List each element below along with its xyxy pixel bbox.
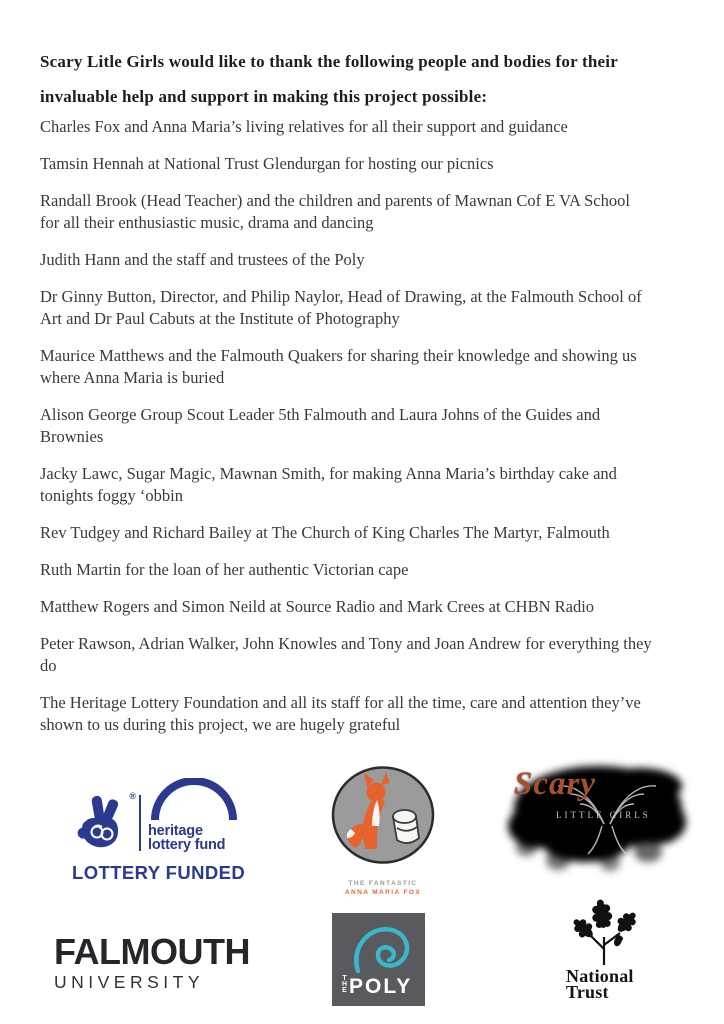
thanks-paragraph: Randall Brook (Head Teacher) and the children and parents of Mawnan Cof E VA School for all their enthusiastic music, drama and dancing <box>40 191 630 232</box>
thanks-paragraph: Matthew Rogers and Simon Neild at Source Radio and Mark Crees at CHBN Radio <box>40 597 595 616</box>
lottery-funded-label: LOTTERY FUNDED <box>72 862 246 883</box>
hlf-wordmark-line: lottery fund <box>148 836 226 853</box>
scary-little-girls-logo <box>498 758 698 890</box>
thanks-paragraph: Tamsin Hennah at National Trust Glendurgan for hosting our picnics <box>40 154 494 173</box>
the-label: THE <box>341 975 348 993</box>
fantastic-anna-maria-fox-logo <box>324 766 442 896</box>
thanks-paragraph: Rev Tudgey and Richard Bailey at The Church of King Charles The Martyr, Falmouth <box>40 523 610 542</box>
thanks-paragraph: Peter Rawson, Adrian Walker, John Knowles and Tony and Joan Andrew for everything they do <box>40 634 652 675</box>
thanks-paragraph: Ruth Martin for the loan of her authentic Victorian cape <box>40 560 409 579</box>
thanks-paragraph: Dr Ginny Button, Director, and Philip Naylor, Head of Drawing, at the Falmouth School of Art and Dr Paul Cabuts at the Institute of Photography <box>40 287 642 328</box>
falmouth-university-logo <box>54 933 250 993</box>
page-title <box>40 44 684 114</box>
arch-icon <box>148 778 240 820</box>
fox-caption-line: THE FANTASTIC <box>348 880 418 887</box>
heritage-lottery-fund-logo <box>72 778 246 884</box>
registered-trademark: ® <box>129 791 136 801</box>
thanks-paragraph: Maurice Matthews and the Falmouth Quakers for sharing their knowledge and showing us where Anna Maria is buried <box>40 346 637 387</box>
spiral-icon <box>348 919 410 975</box>
heading-line: Scary Litle Girls would like to thank the following people and bodies for their <box>40 52 618 71</box>
poly-wordmark: POLY <box>349 975 413 998</box>
falmouth-wordmark: FALMOUTH <box>54 931 250 972</box>
oak-sprig-icon <box>568 899 646 965</box>
university-label: UNIVERSITY <box>54 972 205 992</box>
fox-caption-line: ANNA MARIA FOX <box>344 889 422 896</box>
hlf-wordmark-line: heritage <box>148 823 203 839</box>
fox-and-tin-icon <box>329 766 437 866</box>
thanks-paragraph: Alison George Group Scout Leader 5th Falmouth and Laura Johns of the Guides and Brownies <box>40 405 601 446</box>
scary-script-wordmark: Scary <box>514 766 596 802</box>
thanks-paragraph: Jacky Lawc, Sugar Magic, Mawnan Smith, for making Anna Maria’s birthday cake and tonights foggy ‘obbin <box>40 464 617 505</box>
crossed-fingers-icon <box>72 791 134 853</box>
national-trust-wordmark-line: National <box>566 966 634 986</box>
the-poly-logo <box>332 913 425 1006</box>
divider <box>139 795 141 851</box>
national-trust-logo <box>552 899 670 1000</box>
national-trust-wordmark-line: Trust <box>566 982 609 1002</box>
thanks-paragraph: Judith Hann and the staff and trustees of the Poly <box>40 250 365 269</box>
thanks-paragraph: The Heritage Lottery Foundation and all its staff for all the time, care and attention they’ve shown to us during this project, we are hugely grateful <box>40 693 641 734</box>
little-girls-label: LITTLE GIRLS <box>556 810 651 820</box>
heading-line: invaluable help and support in making this project possible: <box>40 87 488 106</box>
thanks-paragraph: Charles Fox and Anna Maria’s living relatives for all their support and guidance <box>40 117 568 136</box>
